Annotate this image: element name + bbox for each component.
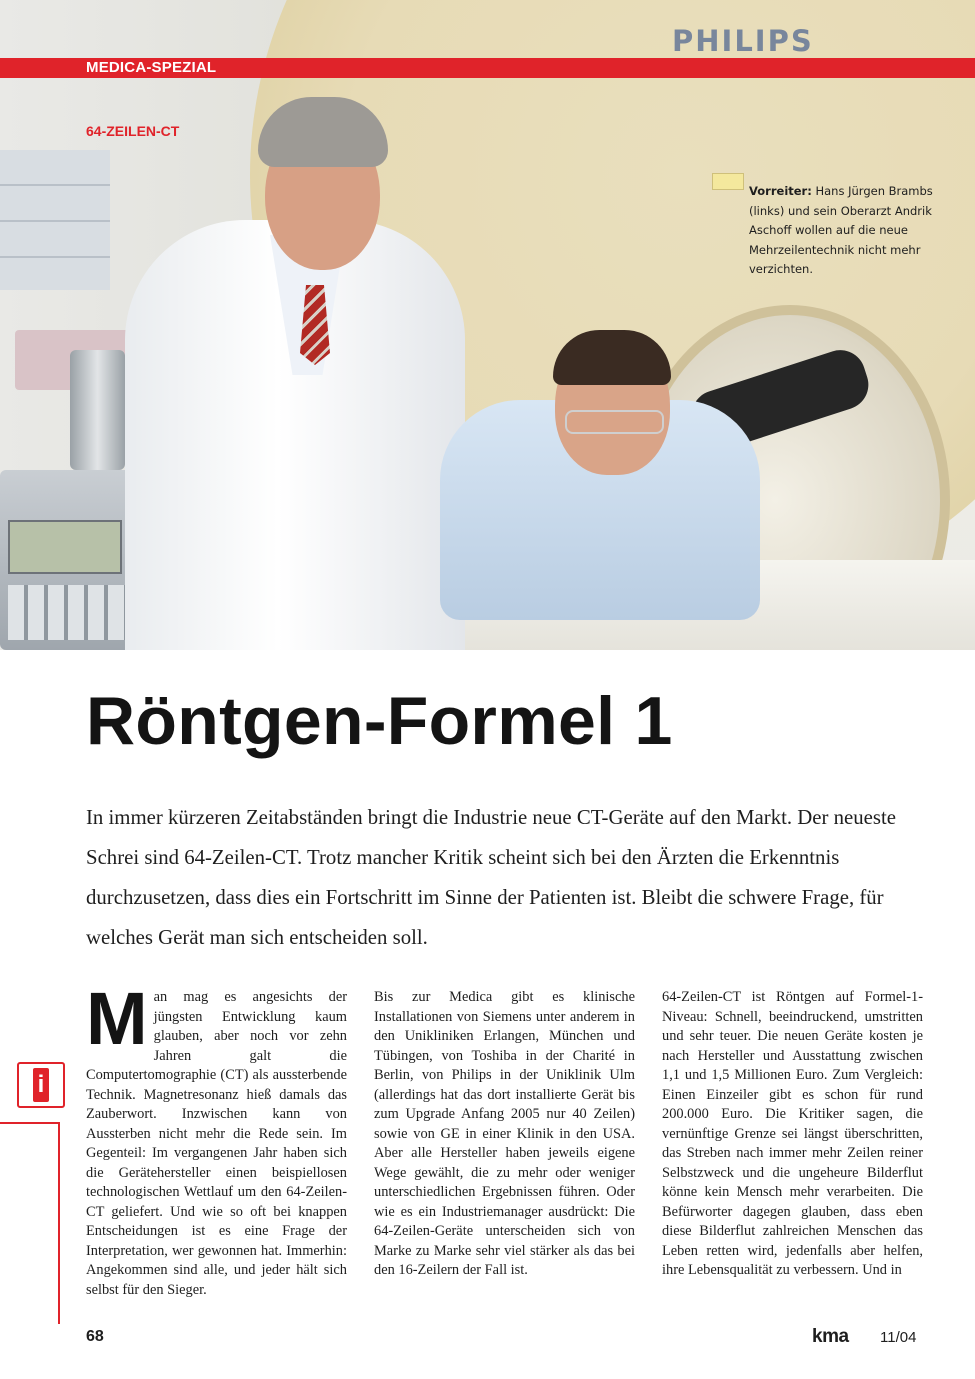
info-icon — [17, 1062, 65, 1108]
page-number: 68 — [86, 1328, 104, 1345]
caption-text: Hans Jürgen Brambs (links) und sein Oberarzt Andrik Aschoff wollen auf die neue Mehrzeilentechnik nicht mehr verzichten. — [749, 184, 933, 276]
brand-logo: PHILIPS — [672, 24, 814, 58]
patient-glasses — [565, 410, 664, 434]
section-label: MEDICA-SPEZIAL — [86, 59, 217, 76]
article-lead: In immer kürzeren Zeitabständen bringt die Industrie neue CT-Geräte auf den Markt. Der neueste Schrei sind 64-Zeilen-CT. Trotz mancher Kritik scheint sich bei den Ärzten die Erkenntnis durchzusetzen, dass dies ein Fortschritt im Sinne der Patienten ist. Bleibt die schwere Frage, für welches Gerät man sich entscheiden soll. — [86, 806, 897, 949]
photo-caption — [749, 182, 934, 280]
body-column-1 — [86, 977, 347, 1300]
drop-cap: M — [86, 977, 148, 1060]
info-glyph: i — [33, 1068, 49, 1102]
console-keypad — [8, 585, 128, 640]
article-title: Röntgen-Formel 1 — [86, 683, 673, 759]
caption-lead: Vorreiter: — [749, 184, 812, 198]
cover-photo — [0, 0, 975, 650]
side-rule — [0, 1122, 60, 1324]
article-kicker: 64-ZEILEN-CT — [86, 123, 180, 139]
body-column-3: 64-Zeilen-CT ist Röntgen auf Formel-1-Niveau: Schnell, beeindruckend, umstritten und sehr teuer. Die neuen Geräte kosten je nach Hersteller und Ausstattung zwischen 1,1 und 1,5 Millionen Euro. Zum Vergleich: Einen Einzeiler gibt es schon für rund 200.000 Euro. Die Kritiker sagen, die vernünftige Grenze sei längst überschritten, das Streben nach immer mehr Zeilen reiner Selbstzweck und die ungeheure Bilderflut könne kein Mensch mehr verarbeiten. Die Befürworter dagegen glauben, dass eben diese Bilderflut zahlreichen Menschen das Leben retten wird, jedenfalls aber helfen, ihre Lebensqualität zu verbessern. Und in — [662, 989, 923, 1278]
magazine-name: kma — [812, 1326, 849, 1347]
console-screen — [8, 520, 122, 574]
column-1-text: an mag es angesichts der jüngsten Entwicklung kaum glauben, aber noch vor zehn Jahren galt die Computertomographie (CT) als aussterbende Technik. Magnetresonanz hieß damals das Zauberwort. Inzwischen kann von Aussterben nicht mehr die Rede sein. Im Gegenteil: Im vergangenen Jahr haben sich die Gerätehersteller einen beispiellosen technologischen Wettlauf um den 64-Zeilen-CT geliefert. Und wie so oft bei knappen Entscheidungen ist es eine Frage der Interpretation, wer gewonnen hat. Immerhin: Angekommen sind alle, und jeder hält sich selbst für den Sieger. — [86, 989, 347, 1298]
sticker-note — [712, 173, 744, 190]
issue-number: 11/04 — [880, 1329, 917, 1346]
body-column-2: Bis zur Medica gibt es klinische Installationen von Siemens unter anderem in den Unikliniken Erlangen, München und Tübingen, von Toshiba in der Charité in Berlin, von Philips in der Uniklinik Ulm (allerdings hat das dort installierte Gerät bis zum Upgrade Anfang 2005 nur 40 Zeilen) sowie von GE in einer Klinik in den USA. Aber alle Hersteller haben jeweils eigene Wege gewählt, die zu mehr oder weniger unterschiedlichen Ergebnissen führen. Oder wie es ein Industriemanager ausdrückt: Die 64-Zeilen-Geräte unterscheiden sich von Marke zu Marke sehr viel stärker als das bei den 16-Zeilern der Fall ist. — [374, 989, 635, 1278]
contrast-pump — [70, 350, 125, 470]
photo-shelf — [0, 150, 110, 290]
